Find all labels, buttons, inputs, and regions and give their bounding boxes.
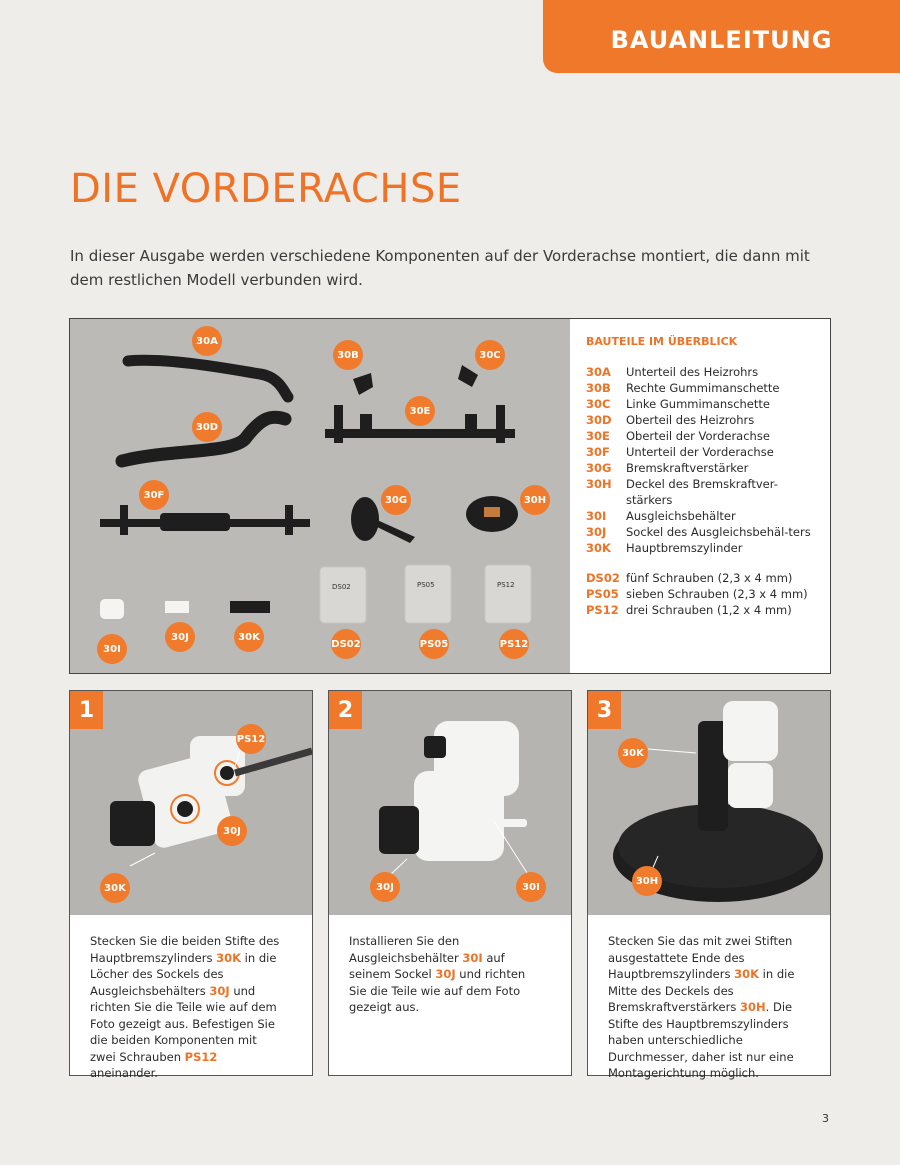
badge-ps12: PS12 [499, 629, 529, 659]
step-3-number: 3 [588, 691, 621, 729]
legend-row [586, 460, 822, 476]
legend-description: sieben Schrauben (2,3 x 4 mm) [626, 587, 808, 601]
legend-code: 30D [586, 413, 612, 427]
step-2-text [349, 933, 539, 1016]
legend-row [586, 570, 822, 586]
part-reference: 30K [734, 967, 760, 981]
bag-ps05 [405, 565, 451, 623]
part-30c-shape [458, 365, 478, 387]
legend-description: Hauptbremszylinder [626, 541, 743, 555]
part-30a-shape [128, 360, 288, 397]
step-text-segment: und richten Sie die Teile wie auf dem Foto gezeigt aus. Befestigen Sie die beiden Komponenten mit zwei Schrauben [90, 983, 277, 1064]
part-reference: PS12 [184, 1049, 218, 1064]
part-reference: 30H [740, 1000, 766, 1014]
part-30b-shape [353, 373, 373, 395]
badge-30k: 30K [234, 622, 264, 652]
legend-code: DS02 [586, 571, 620, 585]
step-1-panel [69, 690, 313, 1080]
bag-ps12 [485, 565, 531, 623]
part-reference: 30I [462, 950, 483, 965]
step-3-badge-30k: 30K [618, 738, 648, 768]
legend-code: 30B [586, 381, 611, 395]
step-1-badge-ps12: PS12 [236, 724, 266, 754]
bag-ps12-label: PS12 [497, 581, 515, 589]
step-1-badge-30k: 30K [100, 873, 130, 903]
legend-description: Oberteil der Vorderachse [626, 429, 770, 443]
step-text-segment: Stecken Sie das mit zwei Stiften ausgestattete Ende des Hauptbremszylinders [608, 934, 793, 981]
step-1-badge-30j: 30J [217, 816, 247, 846]
part-30f-shape [100, 505, 310, 535]
legend-row [586, 444, 822, 460]
legend-code: PS12 [586, 603, 619, 617]
parts-photo [70, 319, 570, 673]
legend-description: drei Schrauben (1,2 x 4 mm) [626, 603, 792, 617]
step-text-segment: Stecken Sie die beiden Stifte des Hauptbremszylinders [90, 934, 280, 965]
intro-paragraph: In dieser Ausgabe werden verschiedene Komponenten auf der Vorderachse montiert, die dann mit dem restlichen Modell verbunden wird. [70, 247, 810, 289]
page-title: DIE VORDERACHSE [70, 166, 462, 212]
parts-overview-panel [69, 318, 831, 674]
bag-ds02-label: DS02 [332, 583, 351, 591]
legend-row [586, 428, 822, 444]
legend-description: Oberteil des Heizrohrs [626, 413, 755, 427]
badge-30b: 30B [333, 340, 363, 370]
legend-description: Ausgleichsbehälter [626, 509, 736, 523]
part-reference: 30J [209, 983, 230, 998]
step-1-photo [70, 691, 312, 915]
step-2-number: 2 [329, 691, 362, 729]
legend-code: 30F [586, 445, 610, 459]
legend-description: Unterteil der Vorderachse [626, 445, 774, 459]
legend-code: 30A [586, 365, 611, 379]
legend-row [586, 364, 822, 380]
step-1-number: 1 [70, 691, 103, 729]
badge-30f: 30F [139, 480, 169, 510]
bag-ps05-label: PS05 [417, 581, 435, 589]
part-reference: 30K [216, 950, 242, 965]
part-30h-shape [466, 496, 518, 532]
step-text-segment: und richten Sie die Teile wie auf dem Foto gezeigt aus. [349, 967, 526, 1014]
badge-30h: 30H [520, 485, 550, 515]
legend-row [586, 396, 822, 412]
legend-description: Linke Gummimanschette [626, 397, 770, 411]
badge-ps05: PS05 [419, 629, 449, 659]
legend-items [586, 364, 822, 556]
badge-30a: 30A [192, 326, 222, 356]
step-text-segment: Installieren Sie den Ausgleichsbehälter [349, 934, 463, 965]
step-text-segment: in die Löcher des Sockels des Ausgleichsbehälters [90, 950, 277, 998]
legend-description: Deckel des Bremskraftver-stärkers [626, 477, 778, 507]
section-tab-label: BAUANLEITUNG [610, 25, 833, 54]
legend-code: 30E [586, 429, 610, 443]
legend-code: 30C [586, 397, 611, 411]
legend-code: 30G [586, 461, 612, 475]
page-number: 3 [822, 1112, 829, 1125]
step-3-panel [587, 690, 831, 1080]
section-tab [543, 0, 900, 73]
badge-30g: 30G [381, 485, 411, 515]
legend-description: Sockel des Ausgleichsbehäl-ters [626, 525, 811, 539]
badge-30i: 30I [97, 634, 127, 664]
legend-description: Rechte Gummimanschette [626, 381, 780, 395]
step-2-badge-30j: 30J [370, 872, 400, 902]
step-3-badge-30h: 30H [632, 866, 662, 896]
legend-code: 30J [586, 525, 607, 539]
badge-ds02: DS02 [331, 629, 361, 659]
step-2-photo [329, 691, 571, 915]
legend-code: 30I [586, 509, 607, 523]
step-2-panel [328, 690, 572, 1076]
legend-description: Bremskraftverstärker [626, 461, 749, 475]
step-3-photo [588, 691, 830, 915]
badge-30j: 30J [165, 622, 195, 652]
legend-heading: BAUTEILE IM ÜBERBLICK [586, 335, 738, 348]
legend-code: PS05 [586, 587, 619, 601]
legend-row [586, 380, 822, 396]
step-3-text [608, 933, 798, 1082]
step-text-segment: aneinander. [90, 1066, 158, 1080]
legend-row [586, 602, 822, 618]
legend-row [586, 540, 822, 556]
step-2-badge-30i: 30I [516, 872, 546, 902]
legend-description: fünf Schrauben (2,3 x 4 mm) [626, 571, 793, 585]
legend-code: 30H [586, 477, 612, 491]
badge-30e: 30E [405, 396, 435, 426]
step-1-text [90, 933, 280, 1082]
parts-legend [586, 335, 822, 618]
legend-screws [586, 570, 822, 618]
step-text-segment: auf seinem Sockel [349, 950, 505, 981]
step-text-segment: . Die Stifte des Hauptbremszylinders haben unterschiedliche Durchmesser, daher ist nur eine Montagerichtung möglich. [608, 1000, 794, 1080]
part-30k-shape [230, 601, 270, 613]
badge-30d: 30D [192, 412, 222, 442]
part-reference: 30J [435, 967, 456, 981]
legend-description: Unterteil des Heizrohrs [626, 365, 759, 379]
legend-row [586, 476, 822, 508]
badge-30c: 30C [475, 340, 505, 370]
legend-row [586, 586, 822, 602]
step-text-segment: in die Mitte des Deckels des Bremskraftverstärkers [608, 967, 795, 1014]
legend-code: 30K [586, 541, 611, 555]
step-3-illustration [588, 691, 830, 915]
legend-row [586, 524, 822, 540]
part-30i-shape [100, 599, 124, 619]
legend-row [586, 412, 822, 428]
part-30j-shape [165, 601, 189, 613]
legend-row [586, 508, 822, 524]
bag-ds02 [320, 567, 366, 623]
